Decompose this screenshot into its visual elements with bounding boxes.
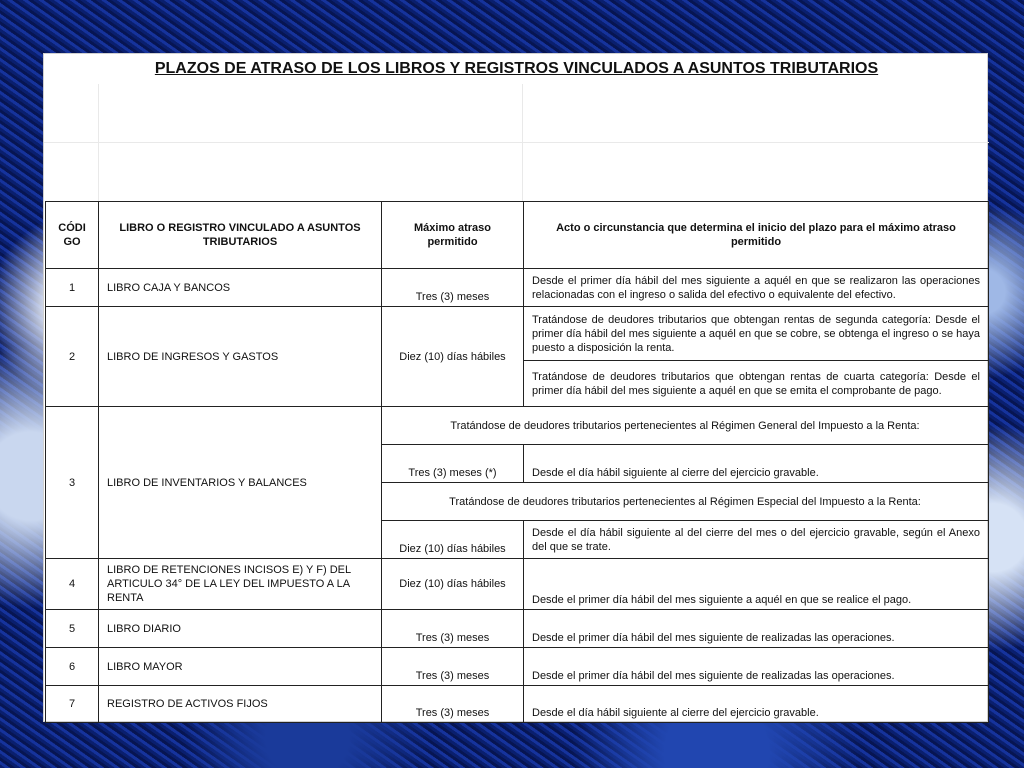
slide-panel bbox=[43, 53, 988, 722]
row-code: 2 bbox=[46, 307, 99, 407]
row-max-delay: Diez (10) días hábiles bbox=[382, 521, 524, 559]
header-max-delay: Máximo atraso permitido bbox=[382, 202, 524, 269]
table-row bbox=[46, 407, 989, 445]
deadlines-table bbox=[45, 201, 989, 723]
page-title: PLAZOS DE ATRASO DE LOS LIBROS Y REGISTROS VINCULADOS A ASUNTOS TRIBUTARIOS bbox=[154, 60, 879, 77]
table-row bbox=[46, 648, 989, 686]
row-start-act: Desde el día hábil siguiente al cierre del ejercicio gravable. bbox=[524, 445, 989, 483]
row-book: LIBRO DE INVENTARIOS Y BALANCES bbox=[99, 407, 382, 559]
row-book: LIBRO DIARIO bbox=[99, 610, 382, 648]
row-code: 3 bbox=[46, 407, 99, 559]
row-start-act: Tratándose de deudores tributarios que obtengan rentas de segunda categoría: Desde el primer día hábil del mes siguiente a aquél en que se cobre, se obtenga el ingreso o se haya puesto a disposición la renta. bbox=[524, 307, 989, 361]
table-row bbox=[46, 307, 989, 361]
table-row bbox=[46, 269, 989, 307]
row-book: REGISTRO DE ACTIVOS FIJOS bbox=[99, 686, 382, 723]
row-start-act: Desde el día hábil siguiente al del cierre del mes o del ejercicio gravable, según el Anexo del que se trate. bbox=[524, 521, 989, 559]
regime-general-note: Tratándose de deudores tributarios pertenecientes al Régimen General del Impuesto a la Renta: bbox=[382, 407, 989, 445]
row-book: LIBRO CAJA Y BANCOS bbox=[99, 269, 382, 307]
row-start-act: Desde el primer día hábil del mes siguiente a aquél en que se realizaron las operaciones relacionadas con el ingreso o salida del efectivo o equivalente del efectivo. bbox=[524, 269, 989, 307]
row-code: 7 bbox=[46, 686, 99, 723]
grid-line bbox=[44, 142, 989, 143]
table-row bbox=[46, 559, 989, 610]
header-code: CÓDI GO bbox=[46, 202, 99, 269]
header-start-act: Acto o circunstancia que determina el inicio del plazo para el máximo atraso permitido bbox=[524, 202, 989, 269]
row-code: 6 bbox=[46, 648, 99, 686]
header-book: LIBRO O REGISTRO VINCULADO A ASUNTOS TRIBUTARIOS bbox=[99, 202, 382, 269]
row-book: LIBRO MAYOR bbox=[99, 648, 382, 686]
row-max-delay: Diez (10) días hábiles bbox=[382, 559, 524, 610]
row-start-act: Desde el primer día hábil del mes siguiente de realizadas las operaciones. bbox=[524, 610, 989, 648]
table-row bbox=[46, 686, 989, 723]
row-max-delay: Tres (3) meses bbox=[382, 686, 524, 723]
row-start-act: Tratándose de deudores tributarios que obtengan rentas de cuarta categoría: Desde el primer día hábil del mes siguiente a aquél en que se emita el comprobante de pago. bbox=[524, 361, 989, 407]
row-code: 4 bbox=[46, 559, 99, 610]
row-max-delay: Tres (3) meses bbox=[382, 610, 524, 648]
row-code: 1 bbox=[46, 269, 99, 307]
row-max-delay: Tres (3) meses bbox=[382, 269, 524, 307]
row-start-act: Desde el primer día hábil del mes siguiente de realizadas las operaciones. bbox=[524, 648, 989, 686]
row-max-delay: Diez (10) días hábiles bbox=[382, 307, 524, 407]
table-row bbox=[46, 610, 989, 648]
row-book: LIBRO DE RETENCIONES INCISOS E) Y F) DEL ARTICULO 34° DE LA LEY DEL IMPUESTO A LA RENTA bbox=[99, 559, 382, 610]
row-code: 5 bbox=[46, 610, 99, 648]
regime-especial-note: Tratándose de deudores tributarios pertenecientes al Régimen Especial del Impuesto a la Renta: bbox=[382, 483, 989, 521]
row-start-act: Desde el día hábil siguiente al cierre del ejercicio gravable. bbox=[524, 686, 989, 723]
table-header-row bbox=[46, 202, 989, 269]
row-book: LIBRO DE INGRESOS Y GASTOS bbox=[99, 307, 382, 407]
row-start-act: Desde el primer día hábil del mes siguiente a aquél en que se realice el pago. bbox=[524, 559, 989, 610]
row-max-delay: Tres (3) meses (*) bbox=[382, 445, 524, 483]
row-max-delay: Tres (3) meses bbox=[382, 648, 524, 686]
